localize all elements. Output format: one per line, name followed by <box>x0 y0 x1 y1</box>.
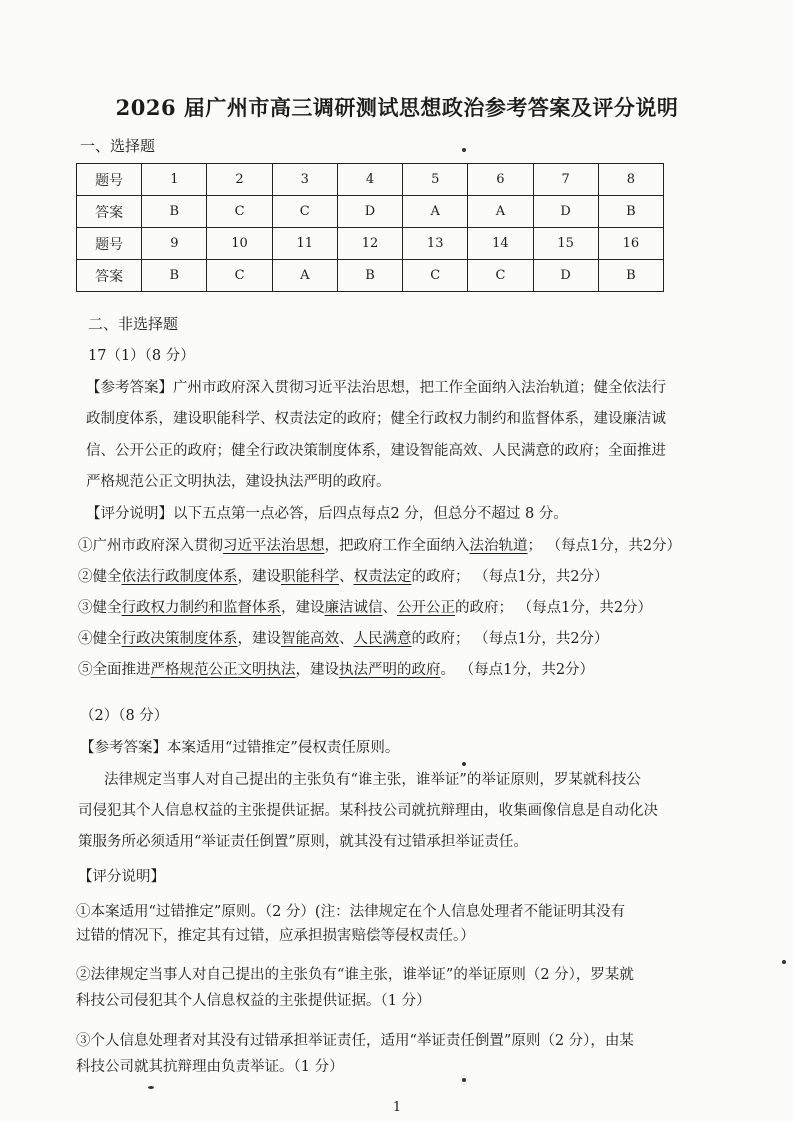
key-term: 依法行政制度体系 <box>121 569 238 585</box>
key-term: 严格规范公正文明执法 <box>150 662 296 678</box>
scoring-point: ①广州市政府深入贯彻习近平法治思想，把政府工作全面纳入法治轨道； （每点1分，共2分） <box>78 538 682 554</box>
scoring-point: ④健全行政决策制度体系，建设智能高效、人民满意的政府； （每点1分，共2分） <box>78 631 609 647</box>
key-term: 职能科学 <box>281 569 339 585</box>
answer-cell: C <box>207 196 272 228</box>
answer-label: 答案 <box>77 260 142 292</box>
answer-cell: C <box>207 260 272 292</box>
question-number: 7 <box>533 164 598 196</box>
header-label: 题号 <box>77 164 142 196</box>
key-term: 智能高效 <box>281 631 339 647</box>
scoring-intro: 【评分说明】以下五点第一点必答，后四点每点2 分，但总分不超过 8 分。 <box>86 506 568 522</box>
key-term: 习近平法治思想 <box>223 538 325 554</box>
scoring-item-line: 过错的情况下，推定其有过错，应承担损害赔偿等侵权责任。） <box>76 928 475 944</box>
question-number: 9 <box>142 228 207 260</box>
point-score: （每点1分，共2分） <box>517 600 653 616</box>
key-term: 法治轨道 <box>469 538 528 554</box>
question-label: （2）（8 分） <box>80 708 169 724</box>
answer-table <box>76 163 664 292</box>
answer-cell: C <box>468 260 533 292</box>
table-row <box>77 260 664 292</box>
point-score: （每点1分，共2分） <box>459 662 595 678</box>
scoring-point: ②健全依法行政制度体系，建设职能科学、权责法定的政府； （每点1分，共2分） <box>78 569 609 585</box>
reference-answer-line: 政制度体系，建设职能科学、权责法定的政府；健全行政权力制约和监督体系，建设廉洁诚 <box>86 411 666 427</box>
answer-cell: D <box>533 196 598 228</box>
question-number: 12 <box>337 228 402 260</box>
answer-cell: B <box>598 260 663 292</box>
question-number: 15 <box>533 228 598 260</box>
question-number: 6 <box>468 164 533 196</box>
answer-cell: C <box>272 196 337 228</box>
key-term: 人民满意 <box>353 631 412 647</box>
reference-answer: 【参考答案】本案适用“过错推定”侵权责任原则。 <box>80 740 400 756</box>
reference-answer-line: 【参考答案】广州市政府深入贯彻习近平法治思想，把工作全面纳入法治轨道；健全依法行 <box>86 380 666 396</box>
point-score: （每点1分，共2分） <box>474 569 609 585</box>
key-term: 行政决策制度体系 <box>121 631 238 647</box>
table-row <box>77 164 664 196</box>
explanation-line: 法律规定当事人对自己提出的主张负有“谁主张，谁举证”的举证原则，罗某就科技公 <box>104 772 641 788</box>
answer-cell: B <box>142 260 207 292</box>
point-score: （每点1分，共2分） <box>474 631 609 647</box>
scan-speck <box>462 762 466 766</box>
answer-cell: D <box>337 196 402 228</box>
question-number: 8 <box>598 164 663 196</box>
table-row <box>77 228 664 260</box>
header-label: 题号 <box>77 228 142 260</box>
scan-speck <box>462 1078 466 1082</box>
section-heading-choice: 一、选择题 <box>80 137 156 155</box>
scoring-point: ⑤全面推进严格规范公正文明执法，建设执法严明的政府。 （每点1分，共2分） <box>78 662 595 678</box>
point-score: （每点1分，共2分） <box>546 538 682 554</box>
explanation-line: 司侵犯其个人信息权益的主张提供证据。某科技公司就抗辩理由，收集画像信息是自动化决 <box>78 803 658 819</box>
table-row <box>77 196 664 228</box>
question-number: 11 <box>272 228 337 260</box>
answer-cell: B <box>598 196 663 228</box>
scoring-item-line: ③个人信息处理者对其没有过错承担举证责任，适用“举证责任倒置”原则（2 分），由某 <box>76 1033 634 1049</box>
answer-cell: B <box>142 196 207 228</box>
answer-cell: A <box>403 196 468 228</box>
scoring-point: ③健全行政权力制约和监督体系，建设廉洁诚信、公开公正的政府； （每点1分，共2分） <box>78 600 653 616</box>
scoring-item-line: ②法律规定当事人对自己提出的主张负有“谁主张，谁举证”的举证原则（2 分），罗某就 <box>76 967 634 983</box>
question-number: 16 <box>598 228 663 260</box>
key-term: 廉洁诚信 <box>324 600 383 616</box>
scan-speck <box>782 960 786 964</box>
question-number: 14 <box>468 228 533 260</box>
answer-cell: A <box>272 260 337 292</box>
answer-cell: A <box>468 196 533 228</box>
question-number: 4 <box>337 164 402 196</box>
scan-speck <box>148 1086 154 1089</box>
question-label: 17（1）（8 分） <box>88 348 195 364</box>
answer-label: 答案 <box>77 196 142 228</box>
key-term: 公开公正 <box>397 600 455 616</box>
question-number: 1 <box>142 164 207 196</box>
scoring-item-line: 科技公司就其抗辩理由负责举证。（1 分） <box>76 1059 344 1075</box>
question-number: 5 <box>403 164 468 196</box>
scoring-item-line: ①本案适用“过错推定”原则。（2 分）(注：法律规定在个人信息处理者不能证明其没有 <box>76 904 626 920</box>
answer-cell: D <box>533 260 598 292</box>
reference-answer-line: 信、公开公正的政府；健全行政决策制度体系，建设智能高效、人民满意的政府；全面推进 <box>86 443 666 459</box>
explanation-line: 策服务所必须适用“举证责任倒置”原则，就其没有过错承担举证责任。 <box>78 834 528 850</box>
question-number: 10 <box>207 228 272 260</box>
question-number: 3 <box>272 164 337 196</box>
key-term: 执法严明的政府 <box>339 662 441 678</box>
page-number: 1 <box>392 1100 402 1115</box>
scoring-item-line: 科技公司侵犯其个人信息权益的主张提供证据。（1 分） <box>76 993 431 1009</box>
scoring-label: 【评分说明】 <box>78 869 165 885</box>
question-number: 2 <box>207 164 272 196</box>
answer-cell: B <box>337 260 402 292</box>
reference-answer-line: 严格规范公正文明执法，建设执法严明的政府。 <box>86 474 391 490</box>
key-term: 行政权力制约和监督体系 <box>121 600 281 616</box>
scan-speck <box>462 148 466 152</box>
section-heading-nonchoice: 二、非选择题 <box>88 315 179 333</box>
question-number: 13 <box>403 228 468 260</box>
key-term: 权责法定 <box>353 569 412 585</box>
answer-cell: C <box>403 260 468 292</box>
page-title: 2026 届广州市高三调研测试思想政治参考答案及评分说明 <box>115 95 679 120</box>
